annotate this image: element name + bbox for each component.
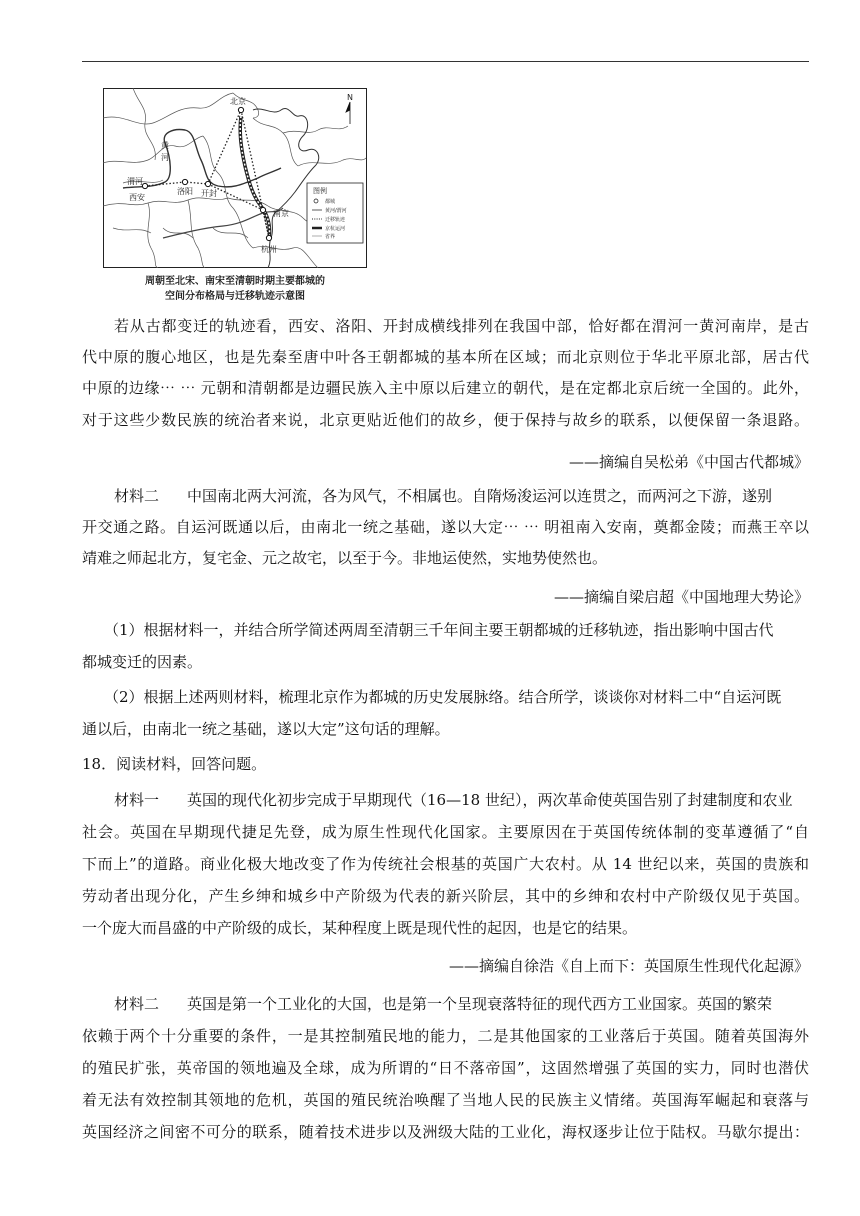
- svg-text:省界: 省界: [325, 234, 336, 240]
- label-nanjing: 南京: [273, 209, 289, 218]
- material-two-line: [114, 486, 809, 506]
- question-1: （1）根据材料一，并结合所学简述两周至清朝三千年间主要王朝都城的迁移轨迹，指出影响中国古代: [104, 621, 774, 639]
- question-1-cont: 都城变迁的因素。: [82, 653, 203, 671]
- label-huanghe-2: 河: [161, 153, 169, 162]
- paragraph-line: 英国的现代化初步完成于早期现代（16—18 世纪），两次革命使英国告别了封建制度和农业: [187, 791, 793, 809]
- label-kaifeng: 开封: [201, 189, 217, 198]
- material-label: 材料二: [114, 487, 160, 505]
- material-one-line: [114, 790, 809, 810]
- svg-text:京杭运河: 京杭运河: [325, 226, 346, 232]
- material-label: 材料二: [114, 995, 160, 1013]
- paragraph-line: 靖难之师起北方，复宅金、元之故宅，以至于今。非地运使然，实地势使然也。: [82, 549, 608, 567]
- source-citation: ——摘编自梁启超《中国地理大势论》: [553, 588, 809, 606]
- source-citation: ——摘编自徐浩《自上而下：英国原生性现代化起源》: [448, 957, 809, 975]
- paragraph-line: 中国南北两大河流，各为风气，不相属也。自隋炀浚运河以连贯之，而两河之下游，遂别: [187, 487, 773, 505]
- paragraph-line: 代中原的腹心地区，也是先秦至唐中叶各王朝都城的基本所在区域；而北京则位于华北平原北部，居古代: [82, 348, 809, 366]
- svg-text:N: N: [347, 93, 353, 102]
- paragraph-line: 劳动者出现分化，产生乡绅和城乡中产阶级为代表的新兴阶层，其中的乡绅和农村中产阶级仅见于英国。: [82, 887, 809, 905]
- header-rule: [82, 61, 809, 62]
- legend: [307, 183, 363, 243]
- label-luoyang: 洛阳: [177, 187, 193, 196]
- paragraph-line: 对于这些少数民族的统治者来说，北京更贴近他们的故乡，便于保持与故乡的联系，以便保留一条退路。: [82, 411, 809, 429]
- paragraph-line: 中原的边缘⋯ ⋯ 元朝和清朝都是边疆民族入主中原以后建立的朝代，是在定都北京后统一全国的。此外，: [82, 379, 809, 397]
- source-citation: ——摘编自吴松弟《中国古代都城》: [568, 453, 809, 471]
- label-beijing: 北京: [230, 97, 246, 106]
- capital-migration-map: [103, 88, 367, 268]
- question-2-cont: 通以后，由南北一统之基础，遂以大定”这句话的理解。: [82, 720, 450, 738]
- svg-text:都城: 都城: [325, 199, 336, 205]
- paragraph-line: 社会。英国在早期现代捷足先登，成为原生性现代化国家。主要原因在于英国传统体制的变革遵循了“自: [82, 823, 809, 841]
- paragraph-line: 下而上”的道路。商业化极大地改变了作为传统社会根基的英国广大农村。从 14 世纪以来，英国的贵族和: [82, 855, 809, 873]
- paragraph-line: 若从古都变迁的轨迹看，西安、洛阳、开封成横线排列在我国中部，恰好都在渭河一黄河南岸，是古: [114, 317, 809, 335]
- paragraph-line: 依赖于两个十分重要的条件，一是其控制殖民地的能力，二是其他国家的工业落后于英国。随着英国海外: [82, 1027, 809, 1045]
- label-weihe: 渭河: [127, 177, 143, 186]
- paragraph-line: 的殖民扩张，英帝国的领地遍及全球，成为所谓的“日不落帝国”，这固然增强了英国的实力，同时也潜伏: [82, 1059, 809, 1077]
- question-18-title: 18．阅读材料，回答问题。: [82, 755, 267, 773]
- paragraph-line: 着无法有效控制其领地的危机，英国的殖民统治唤醒了当地人民的民族主义情绪。英国海军崛起和衰落与: [82, 1091, 809, 1109]
- label-hangzhou: 杭州: [261, 245, 277, 254]
- material-two-line: [114, 994, 809, 1014]
- svg-text:迁移轨迹: 迁移轨迹: [325, 217, 346, 223]
- map-caption-line1: 周朝至北宋、南宋至清朝时期主要都城的: [145, 276, 325, 287]
- paragraph-line: 一个庞大而昌盛的中产阶级的成长，某种程度上既是现代性的起因，也是它的结果。: [82, 919, 638, 937]
- map-caption-line2: 空间分布格局与迁移轨迹示意图: [165, 291, 305, 302]
- label-huanghe-1: 黄: [161, 141, 169, 150]
- label-xian: 西安: [129, 193, 145, 202]
- paragraph-line: 英国是第一个工业化的大国，也是第一个呈现衰落特征的现代西方工业国家。英国的繁荣: [187, 995, 773, 1013]
- question-2: （2）根据上述两则材料，梳理北京作为都城的历史发展脉络。结合所学，谈谈你对材料二中“自运河既: [104, 688, 782, 706]
- svg-text:黄河/渭河: 黄河/渭河: [325, 208, 347, 214]
- paragraph-line: 开交通之路。自运河既通以后，由南北一统之基础，遂以大定⋯ ⋯ 明祖南入安南，奠都金陵；而燕王卒以: [82, 518, 809, 536]
- svg-text:图例: 图例: [313, 187, 327, 195]
- material-label: 材料一: [114, 791, 160, 809]
- paragraph-line: 英国经济之间密不可分的联系，随着技术进步以及洲级大陆的工业化，海权逐步让位于陆权。马歇尔提出：: [82, 1123, 809, 1141]
